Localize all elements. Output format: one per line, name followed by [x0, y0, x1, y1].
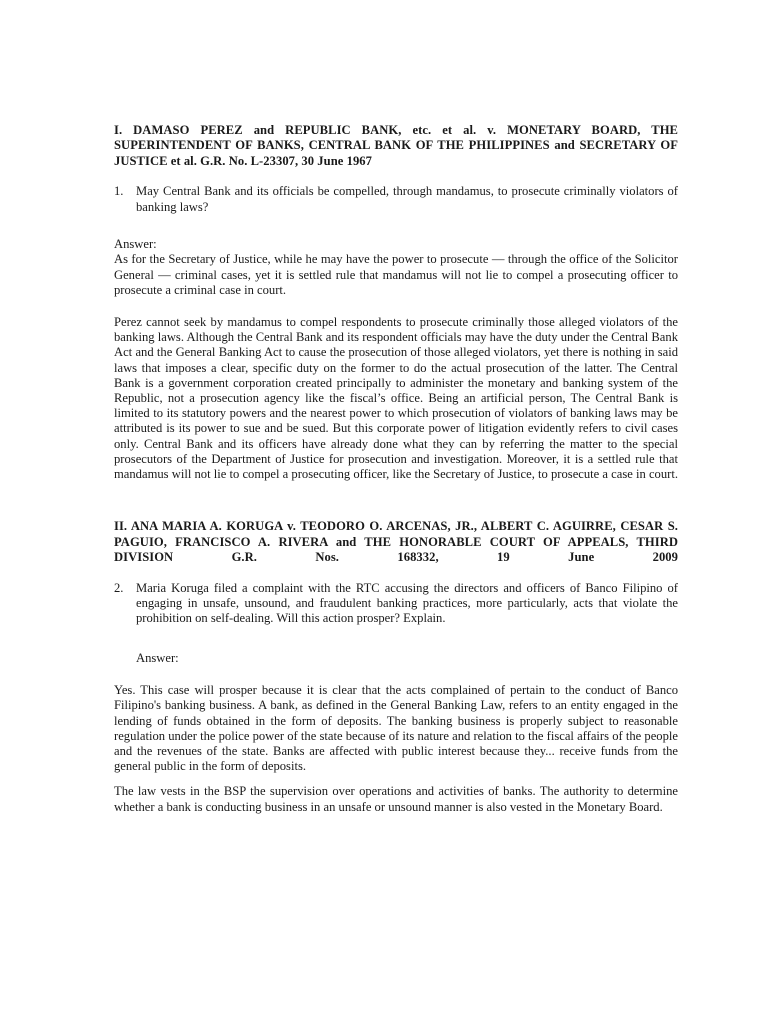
question-2	[114, 581, 678, 627]
answer-label-2: Answer:	[136, 650, 179, 665]
question-number-1: 1.	[114, 184, 124, 199]
case-heading-1: I. DAMASO PEREZ and REPUBLIC BANK, etc. et al. v. MONETARY BOARD, THE SUPERINTENDENT OF BANKS, CENTRAL BANK OF THE PHILIPPINES and SECRETARY OF JUSTICE et al. G.R. No. L-23307, 30 June 1967	[114, 123, 678, 168]
answer-paragraph-2b: The law vests in the BSP the supervision over operations and activities of banks. The authority to determine whether a bank is conducting business in an unsafe or unsound manner is also vested in the Monetary Board.	[114, 784, 678, 814]
question-1	[114, 184, 678, 215]
document-page	[114, 123, 678, 815]
question-text-1: May Central Bank and its officials be compelled, through mandamus, to prosecute criminally violators of banking laws?	[136, 184, 678, 214]
answer-label-1: Answer:	[114, 237, 157, 252]
answer-paragraph-1a: As for the Secretary of Justice, while he may have the power to prosecute — through the office of the Solicitor General — criminal cases, yet it is settled rule that mandamus will not lie to compel a prosecuting officer to prosecute a criminal case in court.	[114, 252, 678, 297]
answer-block-2	[114, 651, 678, 666]
question-number-2: 2.	[114, 580, 124, 595]
answer-paragraph-2a: Yes. This case will prosper because it is clear that the acts complained of pertain to the conduct of Banco Filipino's banking business. A bank, as defined in the General Banking Law, refers to an entity engaged in the lending of funds obtained in the form of deposits. The banking business is properly subject to reasonable regulation under the police power of the state because of its nature and relation to the fiscal affairs of the people and the revenues of the state. Banks are affected with public interest because they... receive funds from the general public in the form of deposits.	[114, 683, 678, 774]
answer-paragraph-1b: Perez cannot seek by mandamus to compel respondents to prosecute criminally those alleged violators of the banking laws. Although the Central Bank and its respondent officials may have the duty under the Central Bank Act and the General Banking Act to cause the prosecution of those alleged violators, yet there is nothing in said laws that imposes a clear, specific duty on the former to do the actual prosecution of the latter. The Central Bank is a government corporation created principally to administer the monetary and banking system of the Republic, not a prosecution agency like the fiscal’s office. Being an artificial person, The Central Bank is limited to its statutory powers and the nearest power to which prosecution of violators of banking laws may be attributed is its power to sue and be sued. But this corporate power of litigation evidently refers to civil cases only. Central Bank and its officers have already done what they can by referring the matter to the special prosecutors of the Department of Justice for prosecution and investigation. Moreover, it is a settled rule that mandamus will not lie to compel a prosecuting officer, like the Secretary of Justice, to prosecute a case in court.	[114, 315, 678, 482]
question-text-2: Maria Koruga filed a complaint with the RTC accusing the directors and officers of Banco Filipino of engaging in unsafe, unsound, and fraudulent banking practices, more particularly, acts that violate the prohibition on self-dealing. Will this action prosper? Explain.	[136, 580, 678, 626]
case-heading-2: II. ANA MARIA A. KORUGA v. TEODORO O. ARCENAS, JR., ALBERT C. AGUIRRE, CESAR S. PAGUIO, FRANCISCO A. RIVERA and THE HONORABLE COURT OF APPEALS, THIRD DIVISION G.R. Nos. 168332, 19 June 2009	[114, 519, 678, 565]
